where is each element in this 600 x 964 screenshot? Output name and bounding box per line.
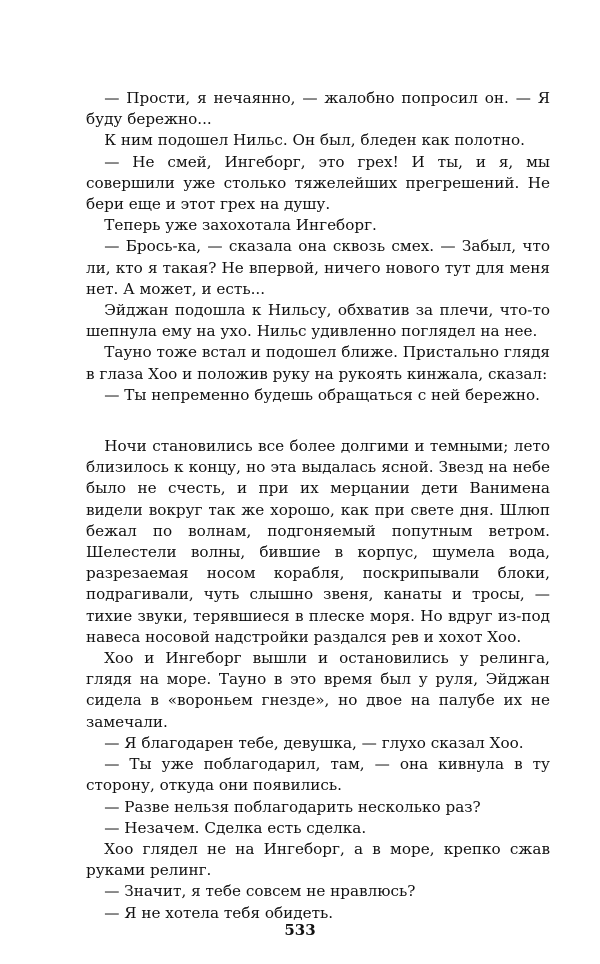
paragraph: — Я благодарен тебе, девушка, — глухо сказал Хоо. bbox=[104, 733, 524, 752]
paragraph: Тауно тоже встал и подошел ближе. Пристально глядя в глаза Хоо и положив руку на рукоять кинжала, сказал: bbox=[86, 343, 550, 383]
paragraph: — Значит, я тебе совсем не нравлюсь? bbox=[104, 882, 416, 901]
page-number: 533 bbox=[284, 921, 316, 939]
paragraph: К ним подошел Нильс. Он был, бледен как полотно. bbox=[104, 131, 525, 150]
paragraph: — Не смей, Ингеборг, это грех! И ты, и я, мы совершили уже столько тяжелейших прегрешений. Не бери еще и этот грех на душу. bbox=[86, 152, 550, 214]
paragraph: — Прости, я нечаянно, — жалобно попросил он. — Я буду бережно... bbox=[86, 89, 550, 129]
paragraph: — Ты непременно будешь обращаться с ней бережно. bbox=[104, 385, 541, 404]
section-break bbox=[86, 406, 550, 436]
paragraph: Хоо глядел не на Ингеборг, а в море, крепко сжав руками релинг. bbox=[86, 839, 550, 880]
paragraph: Эйджан подошла к Нильсу, обхватив за плечи, что-то шепнула ему на ухо. Нильс удивленно поглядел на нее. bbox=[86, 301, 550, 341]
paragraph: — Незачем. Сделка есть сделка. bbox=[104, 818, 367, 837]
paragraph: Теперь уже захохотала Ингеборг. bbox=[104, 216, 377, 235]
paragraph: — Я не хотела тебя обидеть. bbox=[104, 903, 334, 922]
page-text bbox=[86, 88, 550, 924]
paragraph: Ночи становились все более долгими и темными; лето близилось к концу, но эта выдалась ясной. Звезд на небе было не счесть, и при их мерцании дети Ванимена видели вокруг так же хорошо, как при свете дня. Шлюп бежал по волнам, подгоняемый попутным ветром. Шелестели волны, бившие в корпус, шумела вода, разрезаемая носом корабля, поскрипывали блоки, подрагивали, чуть слышно звеня, канаты и тросы, — тихие звуки, терявшиеся в плеске моря. Но вдруг из-под навеса носовой надстройки раздался рев и хохот Хоо. bbox=[86, 437, 550, 646]
paragraph: — Брось-ка, — сказала она сквозь смех. — Забыл, что ли, кто я такая? Не впервой, ничего нового тут для меня нет. А может, и есть... bbox=[86, 237, 550, 298]
paragraph: — Разве нельзя поблагодарить несколько раз? bbox=[104, 797, 481, 816]
paragraph: — Ты уже поблагодарил, там, — она кивнула в ту сторону, откуда они появились. bbox=[86, 755, 550, 795]
paragraph: Хоо и Ингеборг вышли и остановились у релинга, глядя на море. Тауно в это время был у руля, Эйджан сидела в «вороньем гнезде», но двое на палубе их не замечали. bbox=[86, 649, 550, 731]
